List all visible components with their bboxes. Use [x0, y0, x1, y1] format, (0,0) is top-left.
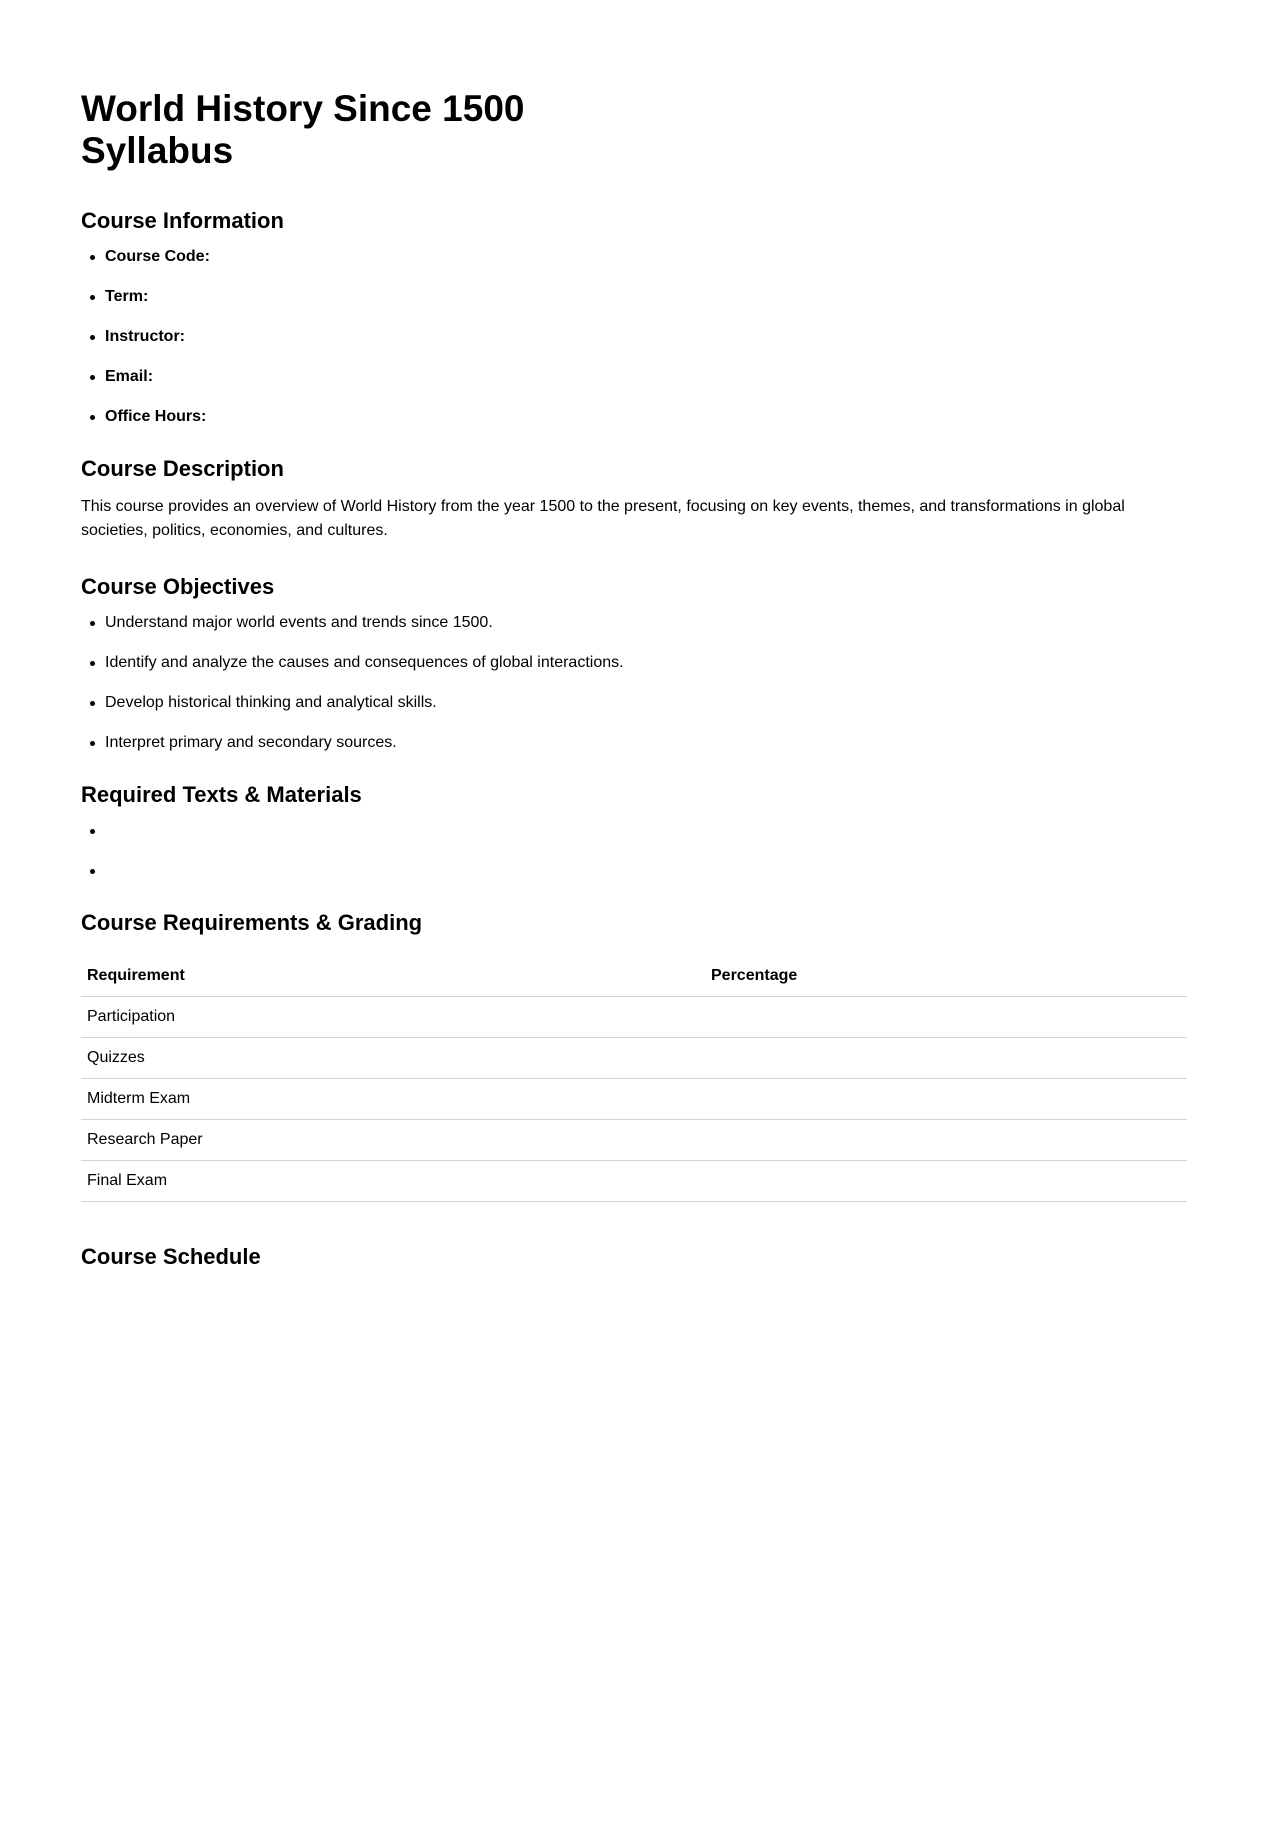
list-item-instructor — [81, 327, 1187, 347]
bullet-icon — [90, 661, 95, 666]
page-title: World History Since 1500 Syllabus — [81, 88, 525, 171]
list-item-label: Instructor: — [105, 328, 185, 345]
list-item-course-code — [81, 247, 1187, 267]
bullet-icon — [90, 415, 95, 420]
percentage-cell — [705, 1079, 1187, 1120]
percentage-cell — [705, 1038, 1187, 1079]
column-header-requirement: Requirement — [81, 956, 705, 997]
table-header-row — [81, 956, 1187, 997]
table-row — [81, 1120, 1187, 1161]
course-description-section — [81, 456, 1187, 543]
list-item-label: Course Code: — [105, 248, 210, 265]
requirement-cell: Research Paper — [81, 1120, 705, 1161]
list-item-label: Term: — [105, 288, 149, 305]
list-item-office-hours — [81, 407, 1187, 427]
percentage-cell — [705, 1120, 1187, 1161]
course-objectives-section — [81, 574, 1187, 753]
list-item — [81, 733, 1187, 753]
percentage-cell — [705, 1161, 1187, 1202]
required-texts-list — [81, 821, 1187, 881]
objective-text: Identify and analyze the causes and consequences of global interactions. — [105, 654, 624, 671]
requirement-cell: Final Exam — [81, 1161, 705, 1202]
bullet-icon — [90, 701, 95, 706]
bullet-icon — [90, 621, 95, 626]
requirement-cell: Participation — [81, 997, 705, 1038]
column-header-percentage: Percentage — [705, 956, 1187, 997]
section-heading-course-objectives: Course Objectives — [81, 574, 275, 599]
bullet-icon — [90, 295, 95, 300]
list-item-term — [81, 287, 1187, 307]
section-heading-course-description: Course Description — [81, 456, 284, 481]
course-description-text: This course provides an overview of World History from the year 1500 to the present, focusing on key events, themes, and transformations in global societies, politics, economies, and cultures. — [81, 498, 1125, 539]
table-row — [81, 1161, 1187, 1202]
section-heading-grading: Course Requirements & Grading — [81, 910, 423, 935]
syllabus-document — [81, 88, 1187, 1270]
list-item-label: Email: — [105, 368, 154, 385]
list-item-label: Office Hours: — [105, 408, 207, 425]
grading-section — [81, 910, 1187, 1202]
required-texts-section — [81, 782, 1187, 881]
course-information-list — [81, 247, 1187, 427]
objective-text: Interpret primary and secondary sources. — [105, 734, 397, 751]
bullet-icon — [90, 375, 95, 380]
list-item — [81, 613, 1187, 633]
bullet-icon — [90, 869, 95, 874]
requirement-cell: Quizzes — [81, 1038, 705, 1079]
objective-text: Develop historical thinking and analytical skills. — [105, 694, 437, 711]
course-schedule-section — [81, 1244, 1187, 1270]
table-row — [81, 1038, 1187, 1079]
course-information-section — [81, 208, 1187, 427]
list-item — [81, 861, 1187, 881]
list-item — [81, 821, 1187, 841]
course-objectives-list — [81, 613, 1187, 753]
percentage-cell — [705, 997, 1187, 1038]
objective-text: Understand major world events and trends since 1500. — [105, 614, 493, 631]
list-item-email — [81, 367, 1187, 387]
table-row — [81, 997, 1187, 1038]
bullet-icon — [90, 741, 95, 746]
section-heading-required-texts: Required Texts & Materials — [81, 782, 362, 807]
grading-table — [81, 956, 1187, 1202]
bullet-icon — [90, 255, 95, 260]
section-heading-course-information: Course Information — [81, 208, 284, 233]
requirement-cell: Midterm Exam — [81, 1079, 705, 1120]
bullet-icon — [90, 335, 95, 340]
section-heading-course-schedule: Course Schedule — [81, 1244, 261, 1269]
list-item — [81, 693, 1187, 713]
table-row — [81, 1079, 1187, 1120]
list-item — [81, 653, 1187, 673]
bullet-icon — [90, 829, 95, 834]
